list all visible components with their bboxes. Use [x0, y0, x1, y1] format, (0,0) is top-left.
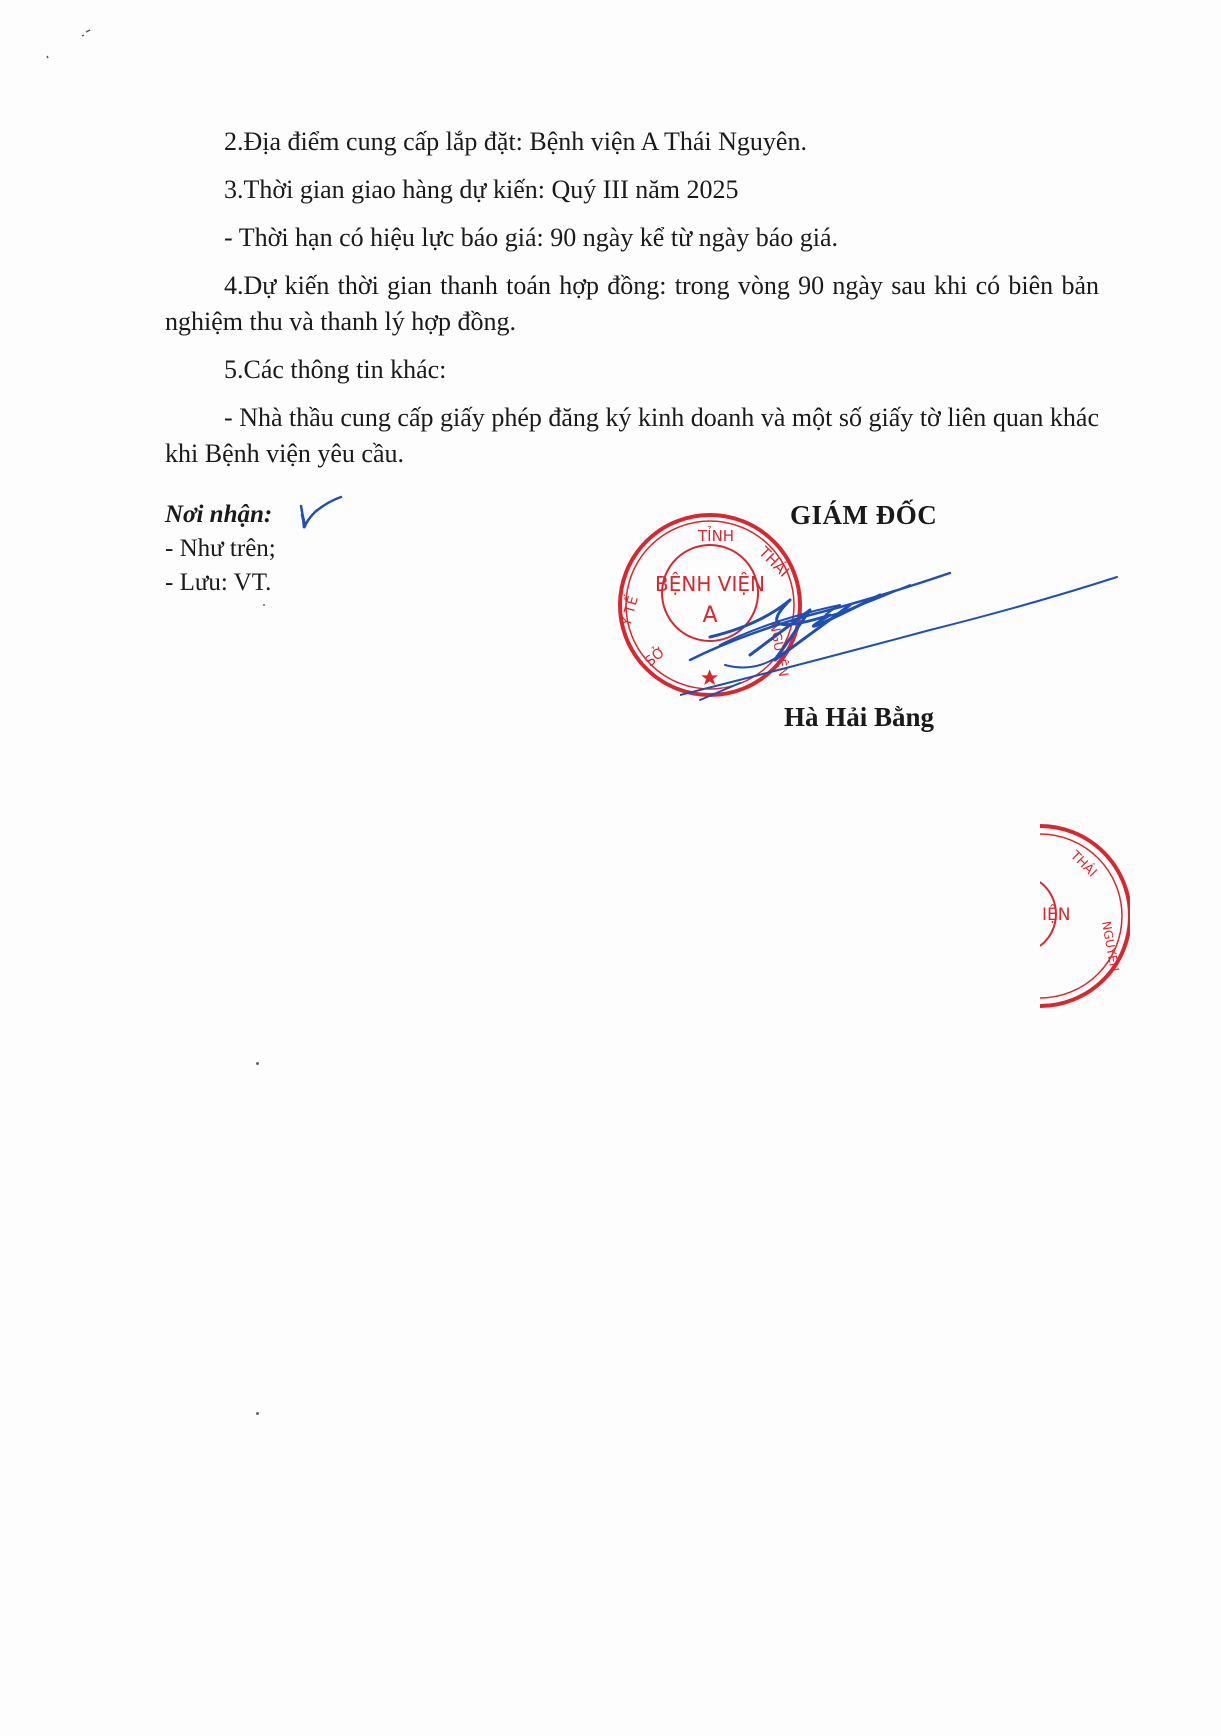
seal-text: IỆN	[1042, 905, 1071, 925]
handwritten-tick	[295, 494, 345, 534]
item-quote-validity: - Thời hạn có hiệu lực báo giá: 90 ngày kể từ ngày báo giá.	[224, 223, 839, 252]
seal-text: THÁI	[755, 543, 793, 581]
item-contractor-docs: - Nhà thầu cung cấp giấy phép đăng ký kinh doanh và một số giấy tờ liên quan khác khi Bệnh viện yêu cầu.	[165, 403, 1099, 468]
seal-center-text: A	[702, 603, 718, 628]
signer-name: Hà Hải Bằng	[784, 702, 935, 732]
item-payment-time: 4.Dự kiến thời gian thanh toán hợp đồng: trong vòng 90 ngày sau khi có biên bản nghiệm thu và thanh lý hợp đồng.	[165, 271, 1099, 336]
seal-center-text: BỆNH VIỆN	[655, 572, 765, 596]
item-delivery-time: 3.Thời gian giao hàng dự kiến: Quý III năm 2025	[224, 175, 739, 204]
scan-speck	[256, 1062, 259, 1065]
recipients-block	[165, 498, 585, 600]
seal-text: NGUYÊN	[766, 621, 791, 679]
scan-mark	[42, 24, 102, 64]
handwritten-signature	[680, 565, 1120, 715]
scan-speck	[263, 604, 265, 606]
seal-text: SỞ	[642, 643, 670, 671]
recipient-item: - Lưu: VT.	[165, 569, 272, 596]
item-delivery-location: 2.Địa điểm cung cấp lắp đặt: Bệnh viện A Thái Nguyên.	[224, 127, 807, 156]
seal-text: NGUYÊN	[1099, 920, 1122, 973]
recipients-title: Nơi nhận:	[165, 501, 273, 528]
partial-seal	[1040, 822, 1130, 1012]
document-body	[165, 124, 1099, 484]
seal-text: Y TẾ	[618, 594, 642, 629]
signer-title: GIÁM ĐỐC	[790, 500, 938, 530]
seal-text: TỈNH	[698, 527, 735, 545]
scan-speck	[256, 1412, 259, 1415]
item-other-info: 5.Các thông tin khác:	[224, 355, 447, 384]
recipient-item: - Như trên;	[165, 535, 276, 562]
seal-text: THÁI	[1067, 848, 1100, 881]
